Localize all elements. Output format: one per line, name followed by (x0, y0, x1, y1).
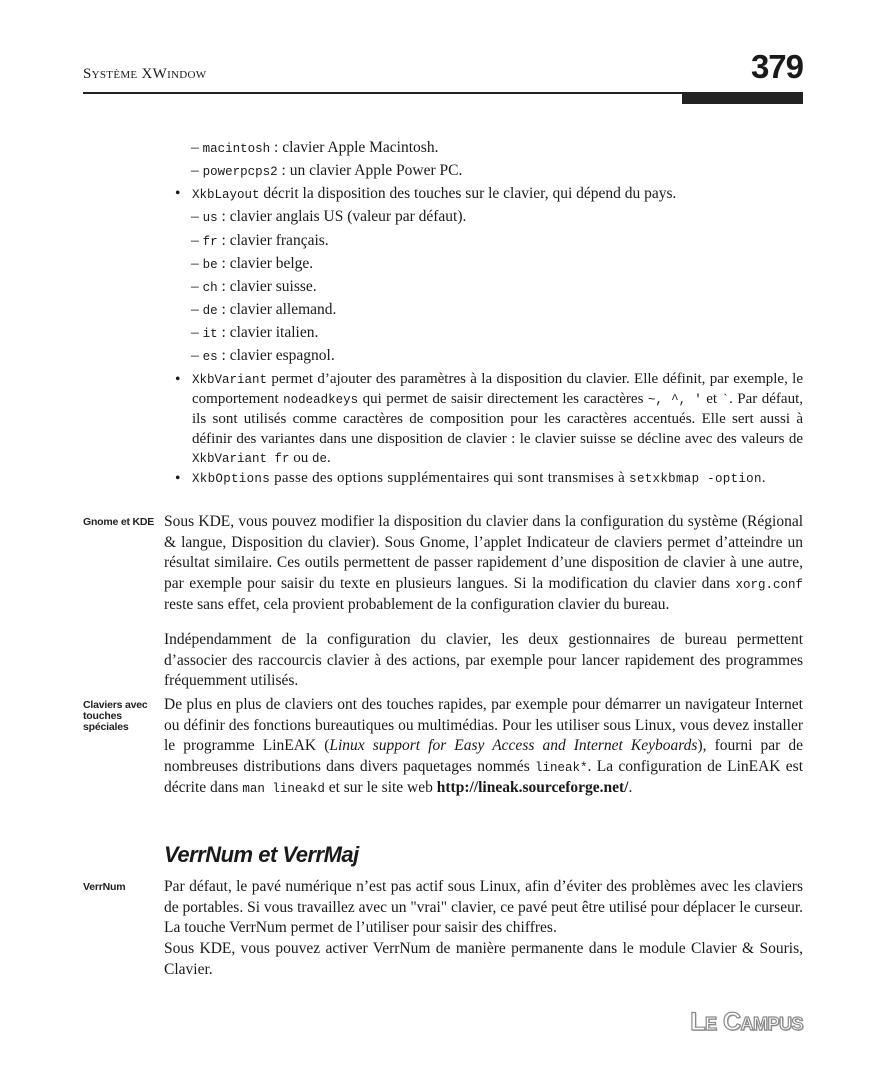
website-link[interactable]: http://lineak.sourceforge.net/ (436, 779, 629, 797)
header-bar (682, 92, 803, 104)
list-item: – us : clavier anglais US (valeur par défaut). (191, 208, 467, 225)
paragraph: Indépendamment de la configuration du clavier, les deux gestionnaires de bureau permettent d’associer des raccourcis clavier à des actions, par exemple pour lancer rapidement des programmes fréquemment utilisés. (164, 631, 803, 690)
running-head: Système XWindow (83, 66, 207, 82)
margin-note: VerrNum (83, 881, 126, 893)
list-item: – macintosh : clavier Apple Macintosh. (191, 139, 439, 156)
list-item: – de : clavier allemand. (191, 301, 337, 318)
bullet-item-options: XkbOptions passe des options supplémentaires qui sont transmises à setxkbmap -option. (192, 470, 766, 486)
paragraph: Par défaut, le pavé numérique n’est pas actif sous Linux, afin d’éviter des problèmes avec les claviers de portables. Si vous travaillez avec un "vrai" clavier, ce pavé peut être utilisé pour déplacer le curseur. La touche VerrNum permet de l’utiliser pour saisir des chiffres. (164, 878, 803, 937)
paragraph: Sous KDE, vous pouvez modifier la disposition du clavier dans la configuration du système (Régional & langue, Disposition du clavier). Sous Gnome, l’applet Indicateur de claviers permet d’atteindre un résultat similaire. Ces outils permettent de passer rapidement d’une disposition de clavier à une autre, par exemple pour saisir du texte en plusieurs langues. Si la modification du clavier dans xorg.conf reste sans effet, cela provient probablement de la configuration clavier du bureau. (164, 513, 803, 614)
bullet-marker: • (175, 470, 181, 487)
list-item: – be : clavier belge. (191, 255, 314, 272)
bullet-item: • XkbLayout décrit la disposition des touches sur le clavier, qui dépend du pays. (175, 185, 677, 202)
publisher-logo: Le Campus (690, 1008, 803, 1036)
bullet-marker: • (175, 371, 181, 388)
paragraph: Sous KDE, vous pouvez activer VerrNum de manière permanente dans le module Clavier & Souris, Clavier. (164, 940, 803, 978)
page-number: 379 (750, 48, 803, 85)
paragraph: De plus en plus de claviers ont des touches rapides, par exemple pour démarrer un navigateur Internet ou définir des fonctions bureautiques ou multimédias. Pour les utiliser sous Linux, vous devez installer le programme LinEAK (Linux support for Easy Access and Internet Keyboards), fourni par de nombreuses distributions dans divers paquetages nommés lineak*. La configuration de LinEAK est décrite dans man lineakd et sur le site web http://lineak.sourceforge.net/. (164, 696, 803, 797)
list-item: – fr : clavier français. (191, 232, 329, 249)
list-item: – it : clavier italien. (191, 324, 319, 341)
list-item: – powerpcps2 : un clavier Apple Power PC. (191, 162, 463, 179)
section-title: VerrNum et VerrMaj (164, 842, 359, 867)
bullet-item-variant: XkbVariant permet d’ajouter des paramètres à la disposition du clavier. Elle définit, par exemple, le comportement nodeadkeys qui permet de saisir directement les caractères ~, ^, ' et `. Par défaut, ils sont utilisés comme caractères de composition pour les caractères accentués. Elle sert aussi à définir des variantes dans une disposition de clavier : le clavier suisse se décline avec des valeurs de XkbVariant fr ou de. (192, 371, 803, 466)
margin-note: Claviers avec touches spéciales (83, 699, 148, 733)
list-item: – es : clavier espagnol. (191, 347, 335, 364)
margin-note: Gnome et KDE (83, 516, 155, 528)
list-item: – ch : clavier suisse. (191, 278, 317, 295)
